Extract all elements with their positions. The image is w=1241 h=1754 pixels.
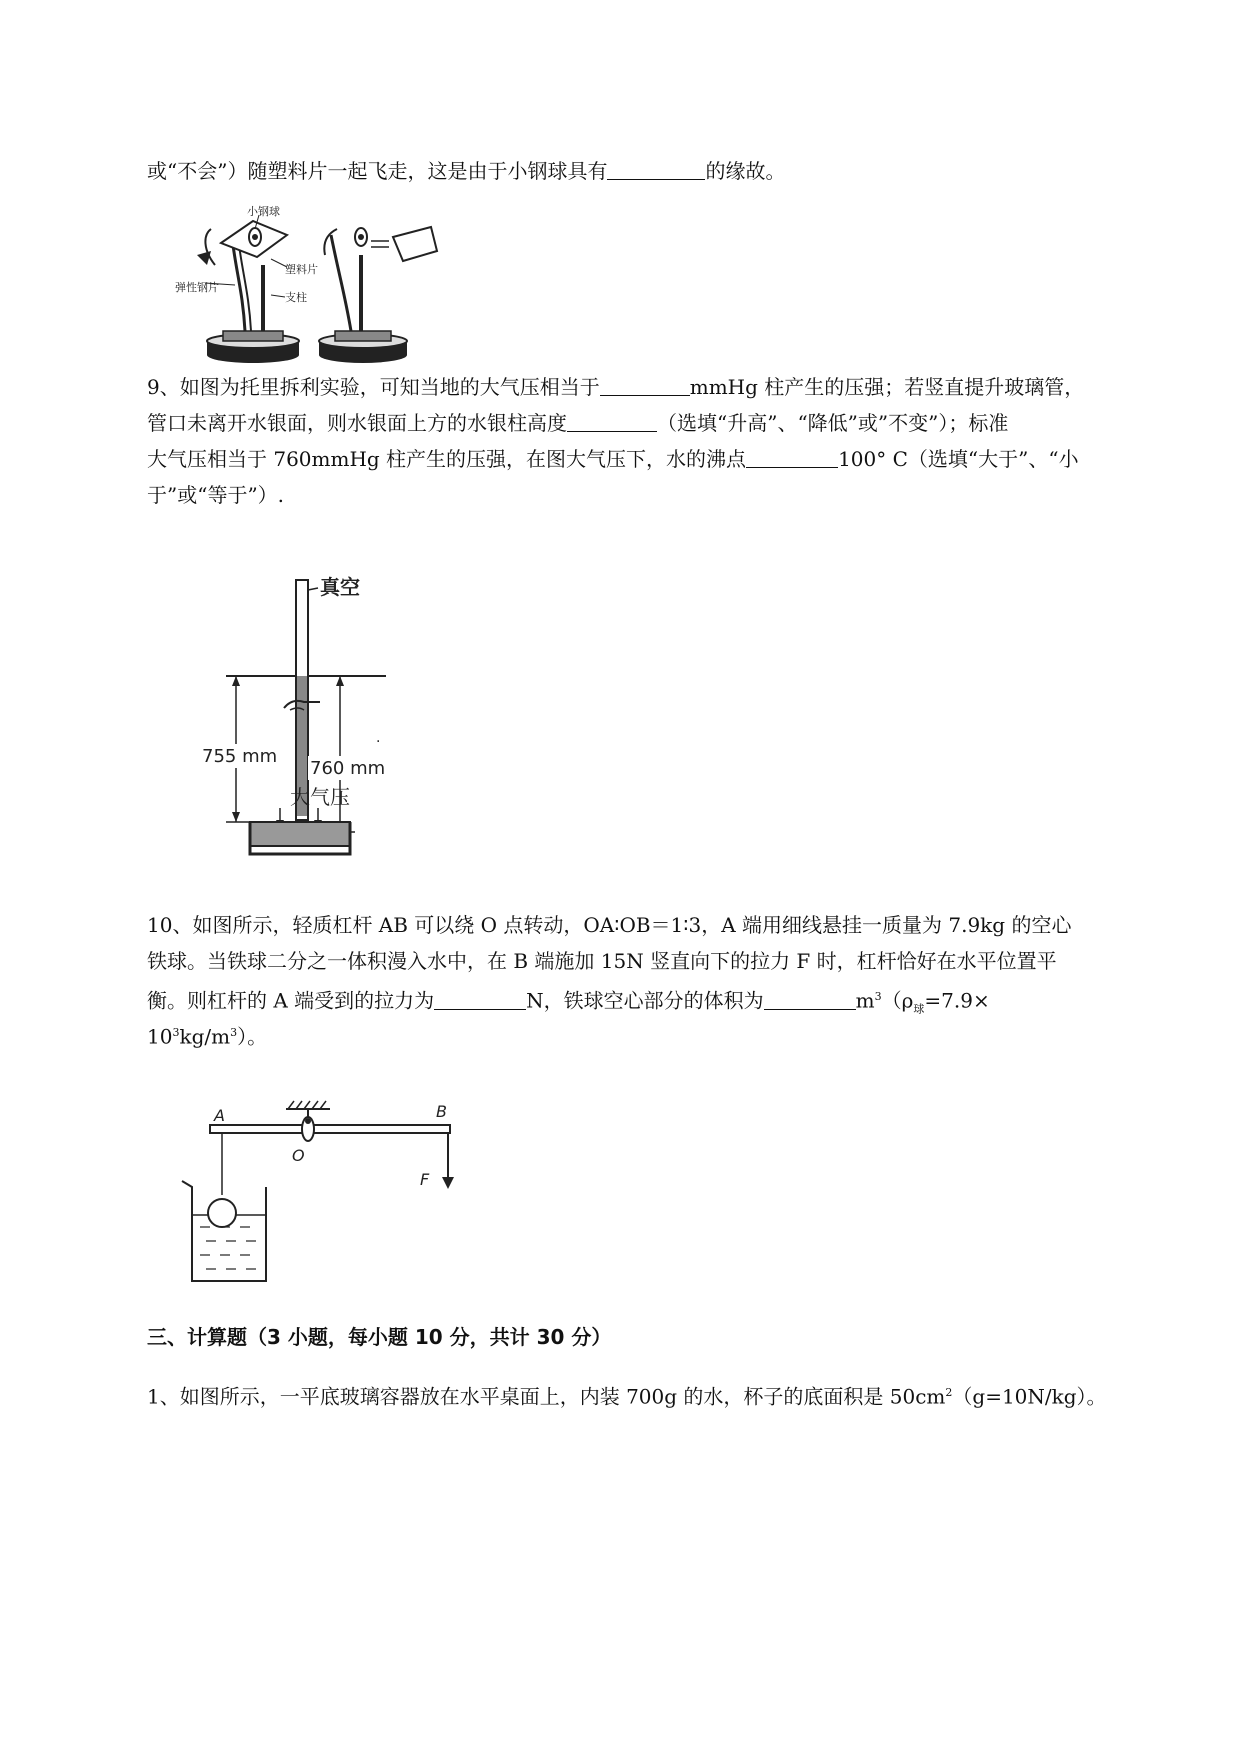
label-F: F: [420, 1170, 430, 1189]
q9-l2b: （选填“升高”、“降低”或”不变”）；标准: [657, 411, 1009, 435]
q8-answer-blank[interactable]: [607, 159, 705, 180]
q10-l4a: 10: [147, 1024, 173, 1049]
q9-l2a: 管口未离开水银面，则水银面上方的水银柱高度: [147, 411, 567, 435]
section-3-heading: 三、计算题（3 小题，每小题 10 分，共计 30 分）: [147, 1325, 612, 1349]
q9-blank-height[interactable]: [567, 411, 657, 432]
label-pillar: 支柱: [285, 291, 307, 304]
q10-line-4: [147, 1020, 267, 1050]
q10-l4-sup1: 3: [172, 1026, 180, 1039]
q10-l3a: 衡。则杠杆的 A 端受到的拉力为: [147, 988, 435, 1013]
q10-line-2: 铁球。当铁球二分之一体积漫入水中，在 B 端施加 15N 竖直向下的拉力 F 时，杠杆恰好在水平位置平: [147, 949, 1057, 973]
q9-l3b: 100° C（选填“大于”、“小: [838, 447, 1079, 471]
label-plastic-sheet: 塑料片: [285, 263, 318, 276]
q10-l3e: =7.9×: [924, 988, 990, 1013]
q10-l3d: （ρ: [881, 988, 914, 1013]
q10-l3-sub: 球: [913, 1002, 925, 1016]
svg-text:·: ·: [376, 734, 381, 750]
calc-q1-sup: 2: [945, 1386, 953, 1399]
q10-l3-sup: 3: [874, 990, 882, 1003]
label-O: O: [292, 1146, 305, 1165]
q9-blank-boiling[interactable]: [746, 447, 838, 468]
q10-l4c: ）。: [237, 1024, 268, 1049]
label-atmospheric-pressure: 大气压: [290, 785, 350, 809]
q9-line-4: 于”或“等于”）.: [147, 483, 285, 507]
label-755mm: 755 mm: [202, 746, 278, 767]
label-760mm: 760 mm: [310, 758, 386, 779]
q9-blank-pressure[interactable]: [600, 375, 690, 396]
q9-l3a: 大气压相当于 760mmHg 柱产生的压强，在图大气压下，水的沸点: [147, 447, 747, 471]
label-A: A: [214, 1106, 225, 1125]
q10-l3c: m: [855, 988, 875, 1013]
q10-blank-volume[interactable]: [764, 989, 856, 1010]
calc-q1-line: [147, 1380, 1107, 1410]
q9-l1b: mmHg 柱产生的压强；若竖直提升玻璃管，: [689, 375, 1085, 399]
q8-text-before: 或“不会”）随塑料片一起飞走，这是由于小钢球具有: [147, 159, 608, 183]
calc-q1-a: 1、如图所示，一平底玻璃容器放在水平桌面上，内装 700g 的水，杯子的底面积是 50cm: [147, 1384, 946, 1409]
q10-line-1: 10、如图所示，轻质杠杆 AB 可以绕 O 点转动，OA∶OB＝1∶3，A 端用细线悬挂一质量为 7.9kg 的空心: [147, 913, 1072, 937]
q10-figure: [170, 1095, 470, 1295]
q10-line-3: [147, 984, 990, 1023]
label-small-steel-ball: 小钢球: [247, 205, 280, 218]
q10-blank-force[interactable]: [434, 989, 526, 1010]
q9-l1a: 9、如图为托里拆利实验，可知当地的大气压相当于: [147, 375, 600, 399]
label-B: B: [436, 1102, 447, 1121]
q8-tail-line: [147, 158, 785, 184]
calc-q1-b: （g=10N/kg）。: [952, 1384, 1107, 1409]
q10-l4-sup2: 3: [230, 1026, 238, 1039]
q9-line-1: [147, 374, 1084, 400]
q9-line-2: [147, 410, 1008, 436]
q10-l3b: N，铁球空心部分的体积为: [526, 988, 764, 1013]
q8-text-after: 的缘故。: [705, 159, 786, 183]
q9-line-3: [147, 446, 1079, 472]
q9-figure: [190, 560, 430, 870]
label-spring-steel: 弹性钢片: [175, 281, 219, 294]
label-vacuum: 真空: [320, 575, 360, 599]
q10-l4b: kg/m: [179, 1024, 231, 1049]
q8-figure: [175, 205, 445, 375]
